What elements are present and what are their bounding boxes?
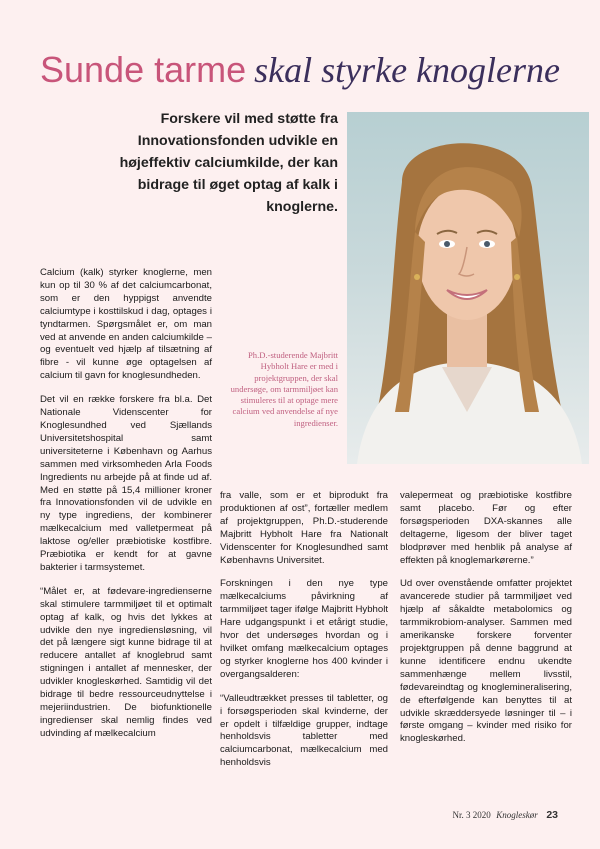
portrait-photo — [347, 112, 589, 464]
headline-part2: skal styrke knoglerne — [254, 50, 561, 90]
text-column-1 — [40, 267, 212, 752]
headline — [40, 48, 580, 92]
text-column-3 — [400, 490, 572, 757]
body-paragraph: Ud over ovenstående omfatter projektet avancerede studier på tarmmiljøet ved hjælp af såkaldte metabolomics og tarmmikrobiom-analyser. Sammen med amerikanske forskere forventer projektgruppen på denne baggrund at kunne identificere endnu ukendte sammenhænge mellem livsstil, fødevareindtag og knoglemineralisering, de efterfølgende kan benyttes til at udvikle skræddersyede løsninger til – i første omgang – kvinder med risiko for knogleskørhed. — [400, 578, 572, 745]
magazine-name: Knogleskør — [496, 810, 538, 820]
body-paragraph: “Valleudtrækket presses til tabletter, og i forsøgsperioden skal kvinderne, der er opdelt i tilfældige grupper, indtage henholdsvis tabletter med calciumcarbonat, mælkecalcium med henholdsvis — [220, 692, 388, 769]
issue-number: Nr. 3 2020 — [452, 810, 491, 820]
text-column-2 — [220, 490, 388, 781]
page-footer — [453, 809, 558, 821]
page-number: 23 — [546, 809, 558, 821]
lead-paragraph: Forskere vil med støtte fra Innovationsfonden udvikle en højeffektiv calciumkilde, der kan bidrage til øget optag af kalk i knoglerne. — [119, 111, 338, 215]
headline-part1: Sunde tarme — [40, 49, 247, 90]
photo-caption: Ph.D.-studerende Majbritt Hybholt Hare er med i projektgruppen, der skal undersøge, om tarmmiljøet kan stimuleres til at optage mere calcium ved anvendelse af nye ingredienser. — [230, 350, 338, 428]
body-paragraph: valepermeat og præbiotiske kostfibre samt placebo. Før og efter forsøgsperioden DXA-skannes alle deltagerne, ligesom der bliver taget blodprøver med henblik på analyse af effekten på knoglemarkørerne.” — [400, 490, 572, 566]
body-paragraph: fra valle, som er et biprodukt fra produktionen af ost”, fortæller medlem af projektgruppen, Ph.D.-studerende Majbritt Hybholt Hare fra Nationalt Videnscenter for Knoglesundhed samt Københavns Universitet. — [220, 490, 388, 566]
body-paragraph: Det vil en række forskere fra bl.a. Det Nationale Videnscenter for Knoglesundhed ved Sjællands Universitetshospital samt universiteterne i København og Aarhus sammen med virksomheden Arla Foods Ingredients nu arbejde på at finde ud af. Med en støtte på 15,4 millioner kroner fra Innovationsfonden vil de udvikle en ny type ingrediens, der kombinerer mælkecalcium med valletpermeat på laktose og/eller præbiotiske kostfibre. Præbiotika er kendt for at gavne bakterier i tarmsystemet. — [40, 394, 212, 573]
portrait-illustration — [347, 112, 589, 464]
body-paragraph: Calcium (kalk) styrker knoglerne, men kun op til 30 % af det calciumcarbonat, som er den hyppigst anvendte calciumtype i kosttilskud i dag, optages i tyndtarmen. Spørgsmålet er, om man ved at anvende en anden calciumkilde – og eventuelt ved hjælp af tilsætning af fibre - vil kunne øge optagelsen af calcium til gavn for knoglesundheden. — [40, 267, 212, 382]
body-paragraph: “Målet er, at fødevare-ingredienserne skal stimulere tarmmiljøet til et optimalt optag af kalk, og hvis det lykkes at udvikle den nye ingrediensløsning, vil det på længere sigt kunne bidrage til at reducere antallet af knoglebrud samt stigningen i antallet af mennesker, der udvikler knogleskørhed. Samtidig vil det bidrage til bedre ressourceudnyttelse i mejeriindustrien. De biofunktionelle ingredienser skal nemlig findes ved udvinding af mælkecalcium — [40, 585, 212, 739]
body-paragraph: Forskningen i den nye type mælkecalciums påvirkning af tarmmiljøet tager ifølge Majbritt Hybholt Hare udgangspunkt i et etårigt studie, hvor det undersøges hvordan og i hvilket omfang mælkecalcium optages og styrker knoglerne hos 400 kvinder i overgangsalderen: — [220, 578, 388, 680]
